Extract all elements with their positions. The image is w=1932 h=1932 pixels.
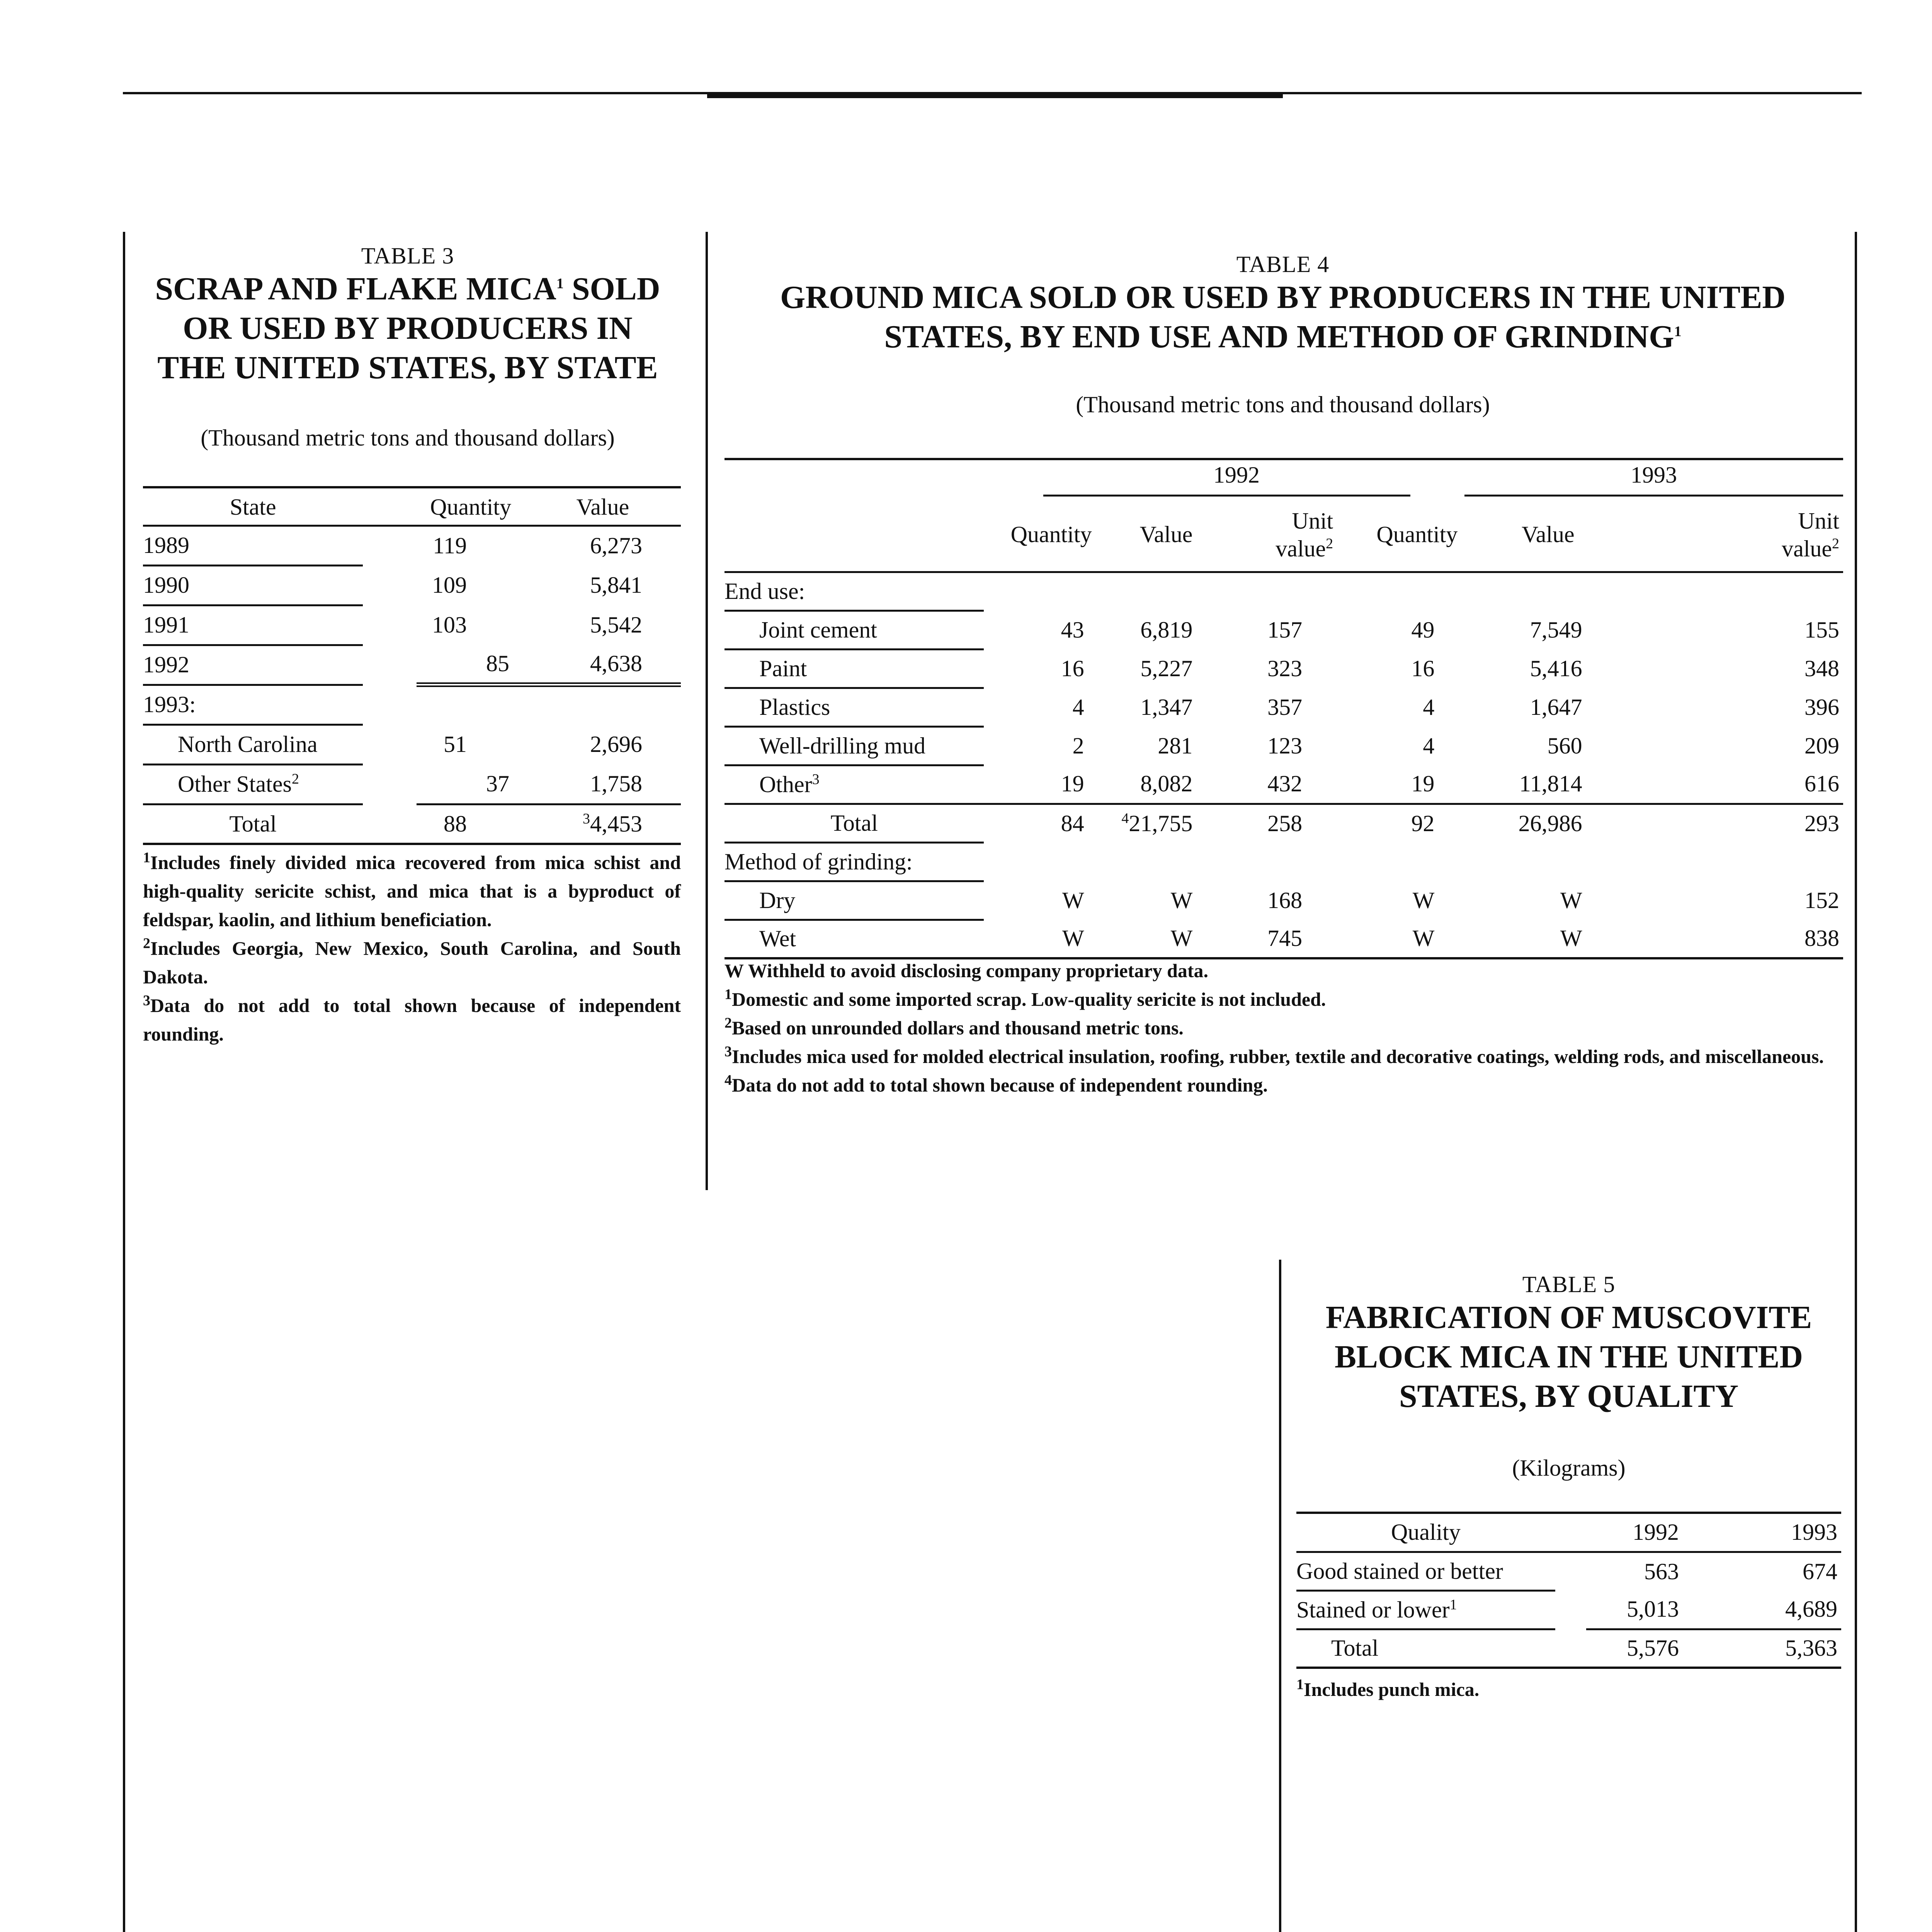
- table4-other-sup: 3: [812, 771, 820, 787]
- table4-header-value-1992: Value: [1092, 498, 1208, 572]
- table5-cell: 4,689: [1687, 1590, 1841, 1629]
- table4-title-sup: 1: [1674, 323, 1682, 340]
- table5-cell: 5,363: [1687, 1629, 1841, 1668]
- table3-title-l1-post: SOLD: [563, 271, 660, 307]
- table3-total-value: [525, 804, 681, 844]
- table4-header-unit-1993: [1698, 498, 1843, 572]
- table4-total-label: Total: [724, 804, 984, 842]
- table3-note-text: Data do not add to total shown because of independent rounding.: [143, 995, 681, 1045]
- table4-value-word: value: [1782, 536, 1832, 561]
- table4-cell: 92: [1411, 810, 1435, 836]
- table4-cell: 616: [1698, 765, 1843, 804]
- table3-title: [128, 269, 688, 388]
- table4-cell: 396: [1804, 694, 1839, 720]
- table3-title-l1: SCRAP AND FLAKE MICA: [155, 271, 556, 307]
- table4-notes: [724, 956, 1843, 1099]
- table3-row-label: 1989: [143, 526, 363, 565]
- table-row: [724, 765, 1843, 804]
- table-row: [143, 565, 681, 605]
- table4-title-l1: GROUND MICA SOLD OR USED BY PRODUCERS IN THE UNITED: [780, 279, 1786, 315]
- table4-row-label: Plastics: [724, 688, 984, 726]
- middle-column-line: [706, 232, 708, 1190]
- table4-cell: 43: [1061, 617, 1084, 643]
- table4-end-use-label: End use:: [724, 572, 984, 611]
- table3-units: (Thousand metric tons and thousand dollars): [201, 425, 615, 451]
- table4-caption: [715, 251, 1851, 418]
- table5-cell: 5,576: [1586, 1629, 1687, 1668]
- table4-cell: 19: [984, 765, 1092, 804]
- table-row: [143, 526, 681, 565]
- table5-units: (Kilograms): [1512, 1455, 1626, 1481]
- table3-note-sup: 3: [143, 992, 150, 1009]
- table4-cell: W: [1170, 887, 1193, 913]
- table4-cell: 4: [1423, 694, 1435, 720]
- table5-header-1992: 1992: [1586, 1514, 1687, 1552]
- table4-total-sup: 4: [1121, 810, 1129, 827]
- table3-header-state: State: [143, 490, 363, 526]
- table-row: [143, 645, 681, 685]
- table4-cell: 838: [1698, 920, 1843, 958]
- table-row: [1296, 1552, 1841, 1590]
- table4-cell: W: [1092, 920, 1208, 958]
- table4-cell: W: [1341, 920, 1465, 958]
- table4-title-l2: STATES, BY END USE AND METHOD OF GRINDING: [884, 319, 1674, 355]
- table4-unit-sup: 2: [1832, 535, 1839, 552]
- table5-cell: 674: [1803, 1558, 1837, 1584]
- table4-other-text: Other: [759, 771, 812, 797]
- table4-cell: W: [1062, 887, 1084, 913]
- table4-row-label: Wet: [724, 920, 984, 958]
- table4-cell: 1,347: [1140, 694, 1193, 720]
- table4-note: [724, 1071, 1843, 1099]
- table4-total-v92-text: 21,755: [1129, 810, 1193, 836]
- table5-number: TABLE 5: [1522, 1272, 1616, 1297]
- table4-cell: W: [1465, 920, 1590, 958]
- table4-total-v92: [1092, 804, 1208, 842]
- table4-cell: W: [984, 920, 1092, 958]
- table3-top-rule: [143, 486, 681, 488]
- table4-cell: 11,814: [1465, 765, 1590, 804]
- table3-number: TABLE 3: [361, 243, 454, 269]
- top-rule-thick: [707, 92, 1283, 98]
- table5-note-sup: 1: [1296, 1676, 1304, 1693]
- table4-note-text: Data do not add to total shown because of independent rounding.: [732, 1074, 1268, 1096]
- table4-unit-word: Unit: [1292, 508, 1333, 534]
- table4-unit-sup: 2: [1326, 535, 1333, 552]
- table4-units: (Thousand metric tons and thousand dollars): [1076, 392, 1490, 417]
- table5-notes: [1296, 1675, 1841, 1704]
- table4-note-sup: 2: [724, 1015, 732, 1031]
- table4-note-text: Includes mica used for molded electrical insulation, roofing, rubber, textile and decorative coatings, welding rods, and miscellaneous.: [732, 1046, 1824, 1067]
- table3: [143, 490, 681, 845]
- table3-row-value: 4,638: [590, 645, 681, 685]
- table5-total-label: Total: [1296, 1629, 1555, 1668]
- table3-note-text: Includes finely divided mica recovered from mica schist and high-quality sericite schist, and mica that is a byproduct of feldspar, kaolin, and lithium beneficiation.: [143, 852, 681, 930]
- table5-row-label: [1296, 1590, 1555, 1629]
- table3-nc-value: 2,696: [590, 731, 642, 757]
- table3-title-sup: 1: [556, 276, 564, 292]
- table5-header-quality: Quality: [1296, 1514, 1555, 1552]
- table4-cell: 745: [1208, 920, 1341, 958]
- table5-row-label-text: Stained or lower: [1296, 1597, 1450, 1622]
- table4-cell: 7,549: [1530, 617, 1582, 643]
- table5-note-text: Includes punch mica.: [1304, 1679, 1480, 1700]
- table-row: [143, 724, 681, 764]
- table4-cell: 16: [1411, 655, 1435, 681]
- table4-row-label: Paint: [724, 649, 984, 688]
- table4-title: [715, 278, 1851, 357]
- table5-cell: 5,013: [1586, 1590, 1687, 1629]
- table3-caption: [128, 243, 688, 451]
- table4-cell: 4: [1423, 733, 1435, 759]
- table5-title-l1: FABRICATION OF MUSCOVITE: [1325, 1299, 1812, 1335]
- table-row: [143, 605, 681, 645]
- table5-row-label: [1296, 1552, 1555, 1590]
- table5: [1296, 1514, 1841, 1669]
- table3-note-text: Includes Georgia, New Mexico, South Carolina, and South Dakota.: [143, 937, 681, 988]
- table3-row-quantity: 103: [432, 612, 467, 638]
- table4-row-label: Well-drilling mud: [724, 726, 984, 765]
- table3-title-l2: OR USED BY PRODUCERS IN: [183, 310, 633, 346]
- table3-header-quantity: Quantity: [417, 490, 525, 526]
- table5-title-l2: BLOCK MICA IN THE UNITED: [1334, 1339, 1803, 1375]
- table3-row-label: 1992: [143, 645, 363, 685]
- table4-cell: 258: [1267, 810, 1303, 836]
- table-row: [1296, 1629, 1841, 1668]
- table4-note-text: Based on unrounded dollars and thousand metric tons.: [732, 1017, 1184, 1039]
- table3-row-quantity: 119: [433, 533, 467, 559]
- table4-note: [724, 1042, 1843, 1071]
- table5-header-1993: 1993: [1687, 1514, 1841, 1552]
- table-row: [143, 764, 681, 804]
- table4-cell: 5,416: [1530, 655, 1582, 681]
- table3-row-label: 1991: [143, 605, 363, 645]
- table3-other-text: Other States: [178, 771, 292, 797]
- table4-cell: W: [1412, 887, 1435, 913]
- table4-cell: 26,986: [1518, 810, 1582, 836]
- table4-cell: 155: [1804, 617, 1839, 643]
- table4-note-sup: 1: [724, 986, 732, 1003]
- table4-cell: 560: [1547, 733, 1582, 759]
- table4-cell: 19: [1341, 765, 1465, 804]
- table4-header-value-1993: Value: [1465, 498, 1590, 572]
- table4-cell: 281: [1158, 733, 1193, 759]
- table4-value-word: value: [1276, 536, 1326, 561]
- table4-cell: W: [1560, 887, 1582, 913]
- table4-method-label: Method of grinding:: [724, 842, 984, 881]
- table4-top-rule: [724, 458, 1843, 460]
- table3-total-value-text: 4,453: [590, 811, 642, 837]
- table5-row-sup: 1: [1449, 1596, 1457, 1613]
- table3-row-value: 6,273: [590, 533, 642, 559]
- table4: [724, 498, 1843, 959]
- table4-1992-rule: [1043, 495, 1410, 497]
- table4-cell: 357: [1267, 694, 1303, 720]
- left-column-line: [123, 232, 125, 1932]
- table4-row-label: Dry: [724, 881, 984, 920]
- table3-row-label: 1990: [143, 565, 363, 605]
- table3-other-label: [143, 764, 363, 804]
- table4-header-unit-1992: [1208, 498, 1341, 572]
- table3-row-value: 5,542: [590, 612, 642, 638]
- table4-cell: 16: [1061, 655, 1084, 681]
- table3-other-quantity: 37: [482, 764, 525, 804]
- table4-unit-word: Unit: [1798, 508, 1839, 534]
- table4-note: [724, 985, 1843, 1014]
- table-row: [143, 804, 681, 844]
- table4-cell: 168: [1267, 887, 1303, 913]
- table5-column-line: [1279, 1260, 1281, 1932]
- table4-note-w: W Withheld to avoid disclosing company proprietary data.: [724, 960, 1209, 981]
- table4-row-label: Joint cement: [724, 611, 984, 649]
- table4-cell: 4: [1072, 694, 1084, 720]
- table4-header-quantity-1993: Quantity: [1341, 498, 1465, 572]
- table3-row-quantity: 85: [482, 645, 525, 685]
- table4-cell: 2: [1072, 733, 1084, 759]
- table4-other-label: [724, 765, 984, 804]
- table-row: [724, 804, 1843, 842]
- table5-title: [1287, 1298, 1851, 1416]
- table3-total-label: Total: [143, 804, 363, 844]
- table-row: [724, 881, 1843, 920]
- table4-cell: 293: [1804, 810, 1839, 836]
- table4-cell: 6,819: [1140, 617, 1193, 643]
- table3-note-sup: 2: [143, 935, 150, 952]
- table4-cell: 49: [1411, 617, 1435, 643]
- table3-total-quantity: 88: [417, 804, 525, 844]
- table4-cell: 84: [1061, 810, 1084, 836]
- table5-note: [1296, 1675, 1841, 1704]
- table4-cell: 123: [1267, 733, 1303, 759]
- table-row: [724, 611, 1843, 649]
- table-row: [724, 688, 1843, 726]
- table5-row-label-text: Good stained or better: [1296, 1558, 1503, 1584]
- table4-cell: 5,227: [1140, 655, 1193, 681]
- table3-note: [143, 934, 681, 991]
- table4-cell: 323: [1267, 655, 1303, 681]
- table4-cell: 209: [1804, 733, 1839, 759]
- table3-note: [143, 848, 681, 934]
- table4-note-sup: 3: [724, 1043, 732, 1060]
- table3-note: [143, 991, 681, 1048]
- table3-title-l3: THE UNITED STATES, BY STATE: [157, 350, 658, 386]
- table3-notes: [143, 848, 681, 1048]
- table5-cell: 563: [1644, 1558, 1679, 1584]
- table3-row-value: 5,841: [590, 572, 642, 598]
- table4-note-sup: 4: [724, 1072, 732, 1088]
- table3-note-sup: 1: [143, 849, 150, 866]
- table3-total-value-sup: 3: [583, 810, 590, 827]
- table3-nc-quantity: 51: [443, 731, 467, 757]
- table4-cell: 432: [1208, 765, 1341, 804]
- table3-subhead: 1993:: [143, 685, 363, 724]
- table3-other-sup: 2: [291, 771, 299, 787]
- table4-cell: 8,082: [1092, 765, 1208, 804]
- table4-cell: 1,647: [1530, 694, 1582, 720]
- table5-title-l3: STATES, BY QUALITY: [1399, 1378, 1739, 1414]
- table4-year-1993: 1993: [1631, 462, 1677, 488]
- table-row: [724, 649, 1843, 688]
- table4-note-text: Domestic and some imported scrap. Low-quality sericite is not included.: [732, 988, 1326, 1010]
- table-row: [724, 726, 1843, 765]
- table3-header-value: Value: [525, 490, 681, 526]
- table3-nc-label: North Carolina: [143, 724, 363, 764]
- table4-cell: 157: [1267, 617, 1303, 643]
- table4-1993-rule: [1464, 495, 1843, 497]
- table4-note: [724, 1014, 1843, 1042]
- table3-row-quantity: 109: [432, 572, 467, 598]
- table4-year-1992: 1992: [1213, 462, 1260, 488]
- table4-header-quantity-1992: Quantity: [984, 498, 1092, 572]
- table5-caption: [1287, 1271, 1851, 1481]
- table3-other-value: 1,758: [590, 764, 681, 804]
- table-row: [724, 920, 1843, 958]
- table4-cell: 152: [1804, 887, 1839, 913]
- table4-number: TABLE 4: [1236, 252, 1330, 277]
- right-column-line: [1855, 232, 1857, 1932]
- table4-cell: 348: [1804, 655, 1839, 681]
- table-row: [1296, 1590, 1841, 1629]
